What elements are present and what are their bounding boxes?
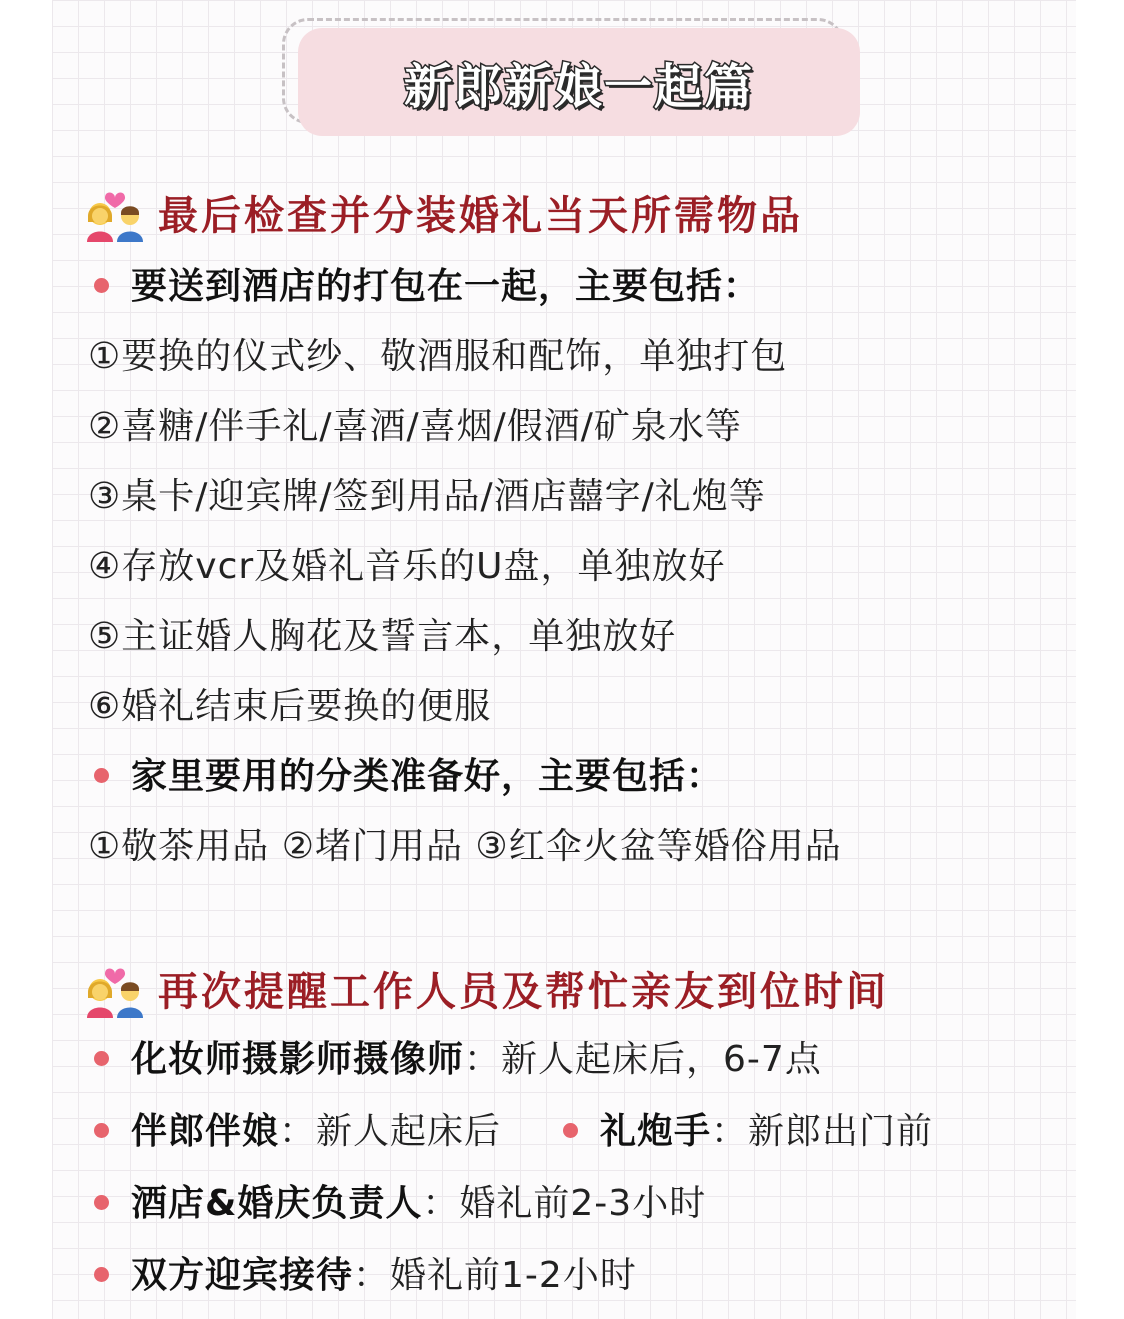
staff-row [88,1182,706,1226]
staff-row [88,1038,822,1082]
section-1-title: 最后检查并分装婚礼当天所需物品 [158,192,803,239]
list-item: ①要换的仪式纱、敬酒服和配饰，单独打包 [88,336,788,377]
staff-time: ：婚礼前2-3小时 [422,1183,707,1224]
staff-time: ：新人起床后 [279,1111,502,1152]
home-items: ①敬茶用品 ②堵门用品 ③红伞火盆等婚俗用品 [88,826,842,867]
title-banner [298,28,860,136]
bullet-dot [94,1123,109,1138]
page-title: 新郎新娘一起篇 [403,58,754,115]
staff-row [88,1110,933,1154]
hotel-bullet [88,265,760,309]
bullet-dot [94,768,109,783]
bullet-dot [94,278,109,293]
bullet-dot [94,1195,109,1210]
list-item: ④存放vcr及婚礼音乐的U盘，单独放好 [88,546,726,587]
staff-time: ：新郎出门前 [711,1111,934,1152]
section-1-header [84,180,803,244]
couple-with-heart-icon [84,182,146,242]
bullet-dot [563,1123,578,1138]
list-item: ③桌卡/迎宾牌/签到用品/酒店囍字/礼炮等 [88,476,766,517]
section-2-title: 再次提醒工作人员及帮忙亲友到位时间 [158,968,889,1015]
hotel-bullet-label: 要送到酒店的打包在一起，主要包括： [131,266,761,307]
staff-role: 酒店&婚庆负责人 [131,1183,423,1224]
list-item: ②喜糖/伴手礼/喜酒/喜烟/假酒/矿泉水等 [88,406,742,447]
section-2-header [84,956,889,1020]
home-bullet-label: 家里要用的分类准备好，主要包括： [131,756,724,797]
staff-time: ：婚礼前1-2小时 [353,1255,637,1296]
bullet-dot [94,1267,109,1282]
staff-role: 伴郎伴娘 [131,1111,280,1152]
staff-role: 化妆师摄影师摄像师 [131,1039,465,1080]
staff-role: 双方迎宾接待 [131,1255,354,1296]
home-bullet [88,755,723,799]
list-item: ⑥婚礼结束后要换的便服 [88,686,492,727]
staff-time: ：新人起床后，6-7点 [464,1039,822,1080]
staff-row [88,1254,637,1298]
staff-role: 礼炮手 [600,1111,712,1152]
list-item: ⑤主证婚人胸花及誓言本，单独放好 [88,616,677,657]
bullet-dot [94,1051,109,1066]
couple-with-heart-icon [84,958,146,1018]
